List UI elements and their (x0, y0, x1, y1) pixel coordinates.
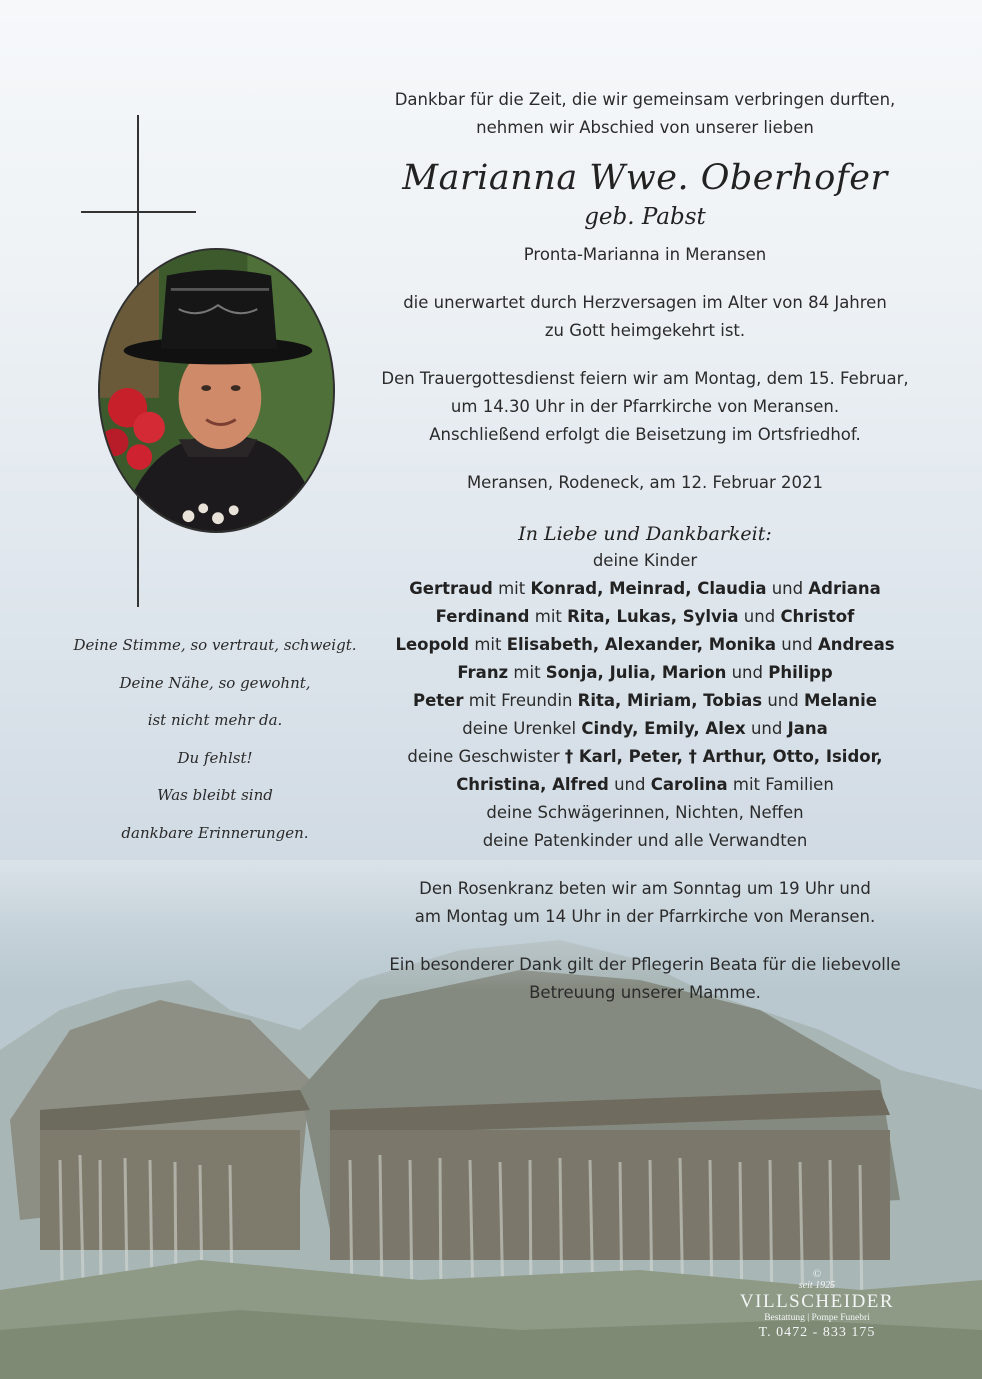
mourner-name: Sonja, Julia, Marion (545, 663, 727, 682)
portrait-photo (98, 248, 335, 533)
mourner-text: und (776, 635, 818, 654)
deceased-name: Marianna Wwe. Oberhofer (402, 158, 888, 198)
mourner-text: und (738, 607, 781, 626)
mourner-name: Melanie (803, 691, 877, 710)
funeral-info (380, 365, 910, 449)
mourner-text: deine Geschwister (407, 747, 565, 766)
death-notice (380, 289, 910, 345)
mourner-name: † Karl, Peter, † Arthur, Otto, Isidor, (564, 747, 883, 766)
mourner-line (380, 715, 910, 743)
mourner-text: mit (508, 663, 546, 682)
poem-line: dankbare Erinnerungen. (121, 823, 309, 842)
logo-subtitle: Bestattung | Pompe Funebri (764, 1313, 870, 1323)
mourner-text: mit (469, 635, 507, 654)
mourner-text: und (608, 775, 651, 794)
mourner-text: mit Freundin (463, 691, 578, 710)
mourner-name: Gertraud (409, 579, 493, 598)
poem-line: Deine Stimme, so vertraut, schweigt. (73, 636, 357, 654)
mourner-name: Rita, Lukas, Sylvia (567, 607, 739, 626)
mourner-line (380, 631, 910, 659)
funeral-line: Den Trauergottesdienst feiern wir am Montag, dem 15. Februar, (381, 369, 909, 388)
thanks-line: Ein besonderer Dank gilt der Pflegerin Beata für die liebevolle (389, 955, 901, 974)
birth-name: geb. Pabst (584, 204, 706, 230)
mourner-name: Andreas (817, 635, 895, 654)
rosary-line: Den Rosenkranz beten wir am Sonntag um 19 Uhr und (419, 879, 871, 898)
mourner-line (380, 547, 910, 575)
mourner-name: Cindy, Emily, Alex (581, 719, 746, 738)
mourner-text: mit (492, 579, 531, 598)
mourner-text: deine Patenkinder und alle Verwandten (482, 831, 808, 850)
mourner-text: und (745, 719, 788, 738)
intro-line: nehmen wir Abschied von unserer lieben (476, 118, 814, 137)
mourner-text: und (766, 579, 809, 598)
poem-line: ist nicht mehr da. (147, 711, 283, 729)
death-line: die unerwartet durch Herzversagen im Alter von 84 Jahren (403, 293, 887, 312)
funeral-line: Anschließend erfolgt die Beisetzung im Ortsfriedhof. (429, 425, 861, 444)
logo-since: seit 1925 (798, 1280, 836, 1291)
rosary-line: am Montag um 14 Uhr in der Pfarrkirche von Meransen. (414, 907, 876, 926)
mourner-line (380, 687, 910, 715)
mourner-name: Elisabeth, Alexander, Monika (506, 635, 777, 654)
mourner-line (380, 827, 910, 855)
mourner-text: und (726, 663, 769, 682)
poem (40, 636, 390, 861)
mourner-text: mit Familien (727, 775, 834, 794)
thanks-line: Betreuung unserer Mamme. (529, 983, 761, 1002)
poem-line: Deine Nähe, so gewohnt, (119, 673, 311, 692)
mourner-line (380, 603, 910, 631)
logo-phone: T. 0472 - 833 175 (758, 1325, 876, 1340)
mourners-list (380, 547, 910, 855)
rosary-info (380, 875, 910, 931)
mourner-line (380, 575, 910, 603)
mourner-text: deine Schwägerinnen, Nichten, Neffen (486, 803, 804, 822)
mourner-name: Franz (457, 663, 509, 682)
place-date: Meransen, Rodeneck, am 12. Februar 2021 (466, 473, 824, 492)
mourners-heading: In Liebe und Dankbarkeit: (518, 523, 772, 545)
poem-line: Was bleibt sind (157, 786, 273, 804)
mourner-name: Leopold (395, 635, 470, 654)
mourner-line (380, 743, 910, 771)
cross-horizontal-bar (81, 211, 196, 213)
mourner-name: Rita, Miriam, Tobias (577, 691, 763, 710)
mourner-name: Konrad, Meinrad, Claudia (530, 579, 767, 598)
poem-line: Du fehlst! (177, 748, 253, 767)
logo-brand: VILLSCHEIDER (739, 1291, 895, 1312)
mourner-name: Adriana (808, 579, 881, 598)
death-line: zu Gott heimgekehrt ist. (544, 321, 746, 340)
mourner-line (380, 659, 910, 687)
mourner-name: Jana (787, 719, 828, 738)
mourner-text: mit (529, 607, 568, 626)
mourner-text: deine Kinder (592, 551, 698, 570)
nickname: Pronta-Marianna in Meransen (523, 245, 767, 264)
copyright-mark: © (812, 1268, 822, 1280)
mourner-name: Carolina (650, 775, 728, 794)
mourner-line (380, 799, 910, 827)
funeral-home-logo (732, 1268, 902, 1341)
mourner-name: Ferdinand (435, 607, 530, 626)
mourner-name: Peter (413, 691, 464, 710)
mourner-text: und (762, 691, 804, 710)
obituary-text (380, 86, 910, 1007)
intro-line: Dankbar für die Zeit, die wir gemeinsam verbringen durften, (394, 90, 896, 109)
mourner-name: Christina, Alfred (456, 775, 609, 794)
funeral-line: um 14.30 Uhr in der Pfarrkirche von Meransen. (450, 397, 840, 416)
mourner-line (380, 771, 910, 799)
thanks-note (380, 951, 910, 1007)
mourner-text: deine Urenkel (462, 719, 582, 738)
mourner-name: Philipp (768, 663, 833, 682)
mourner-name: Christof (780, 607, 855, 626)
